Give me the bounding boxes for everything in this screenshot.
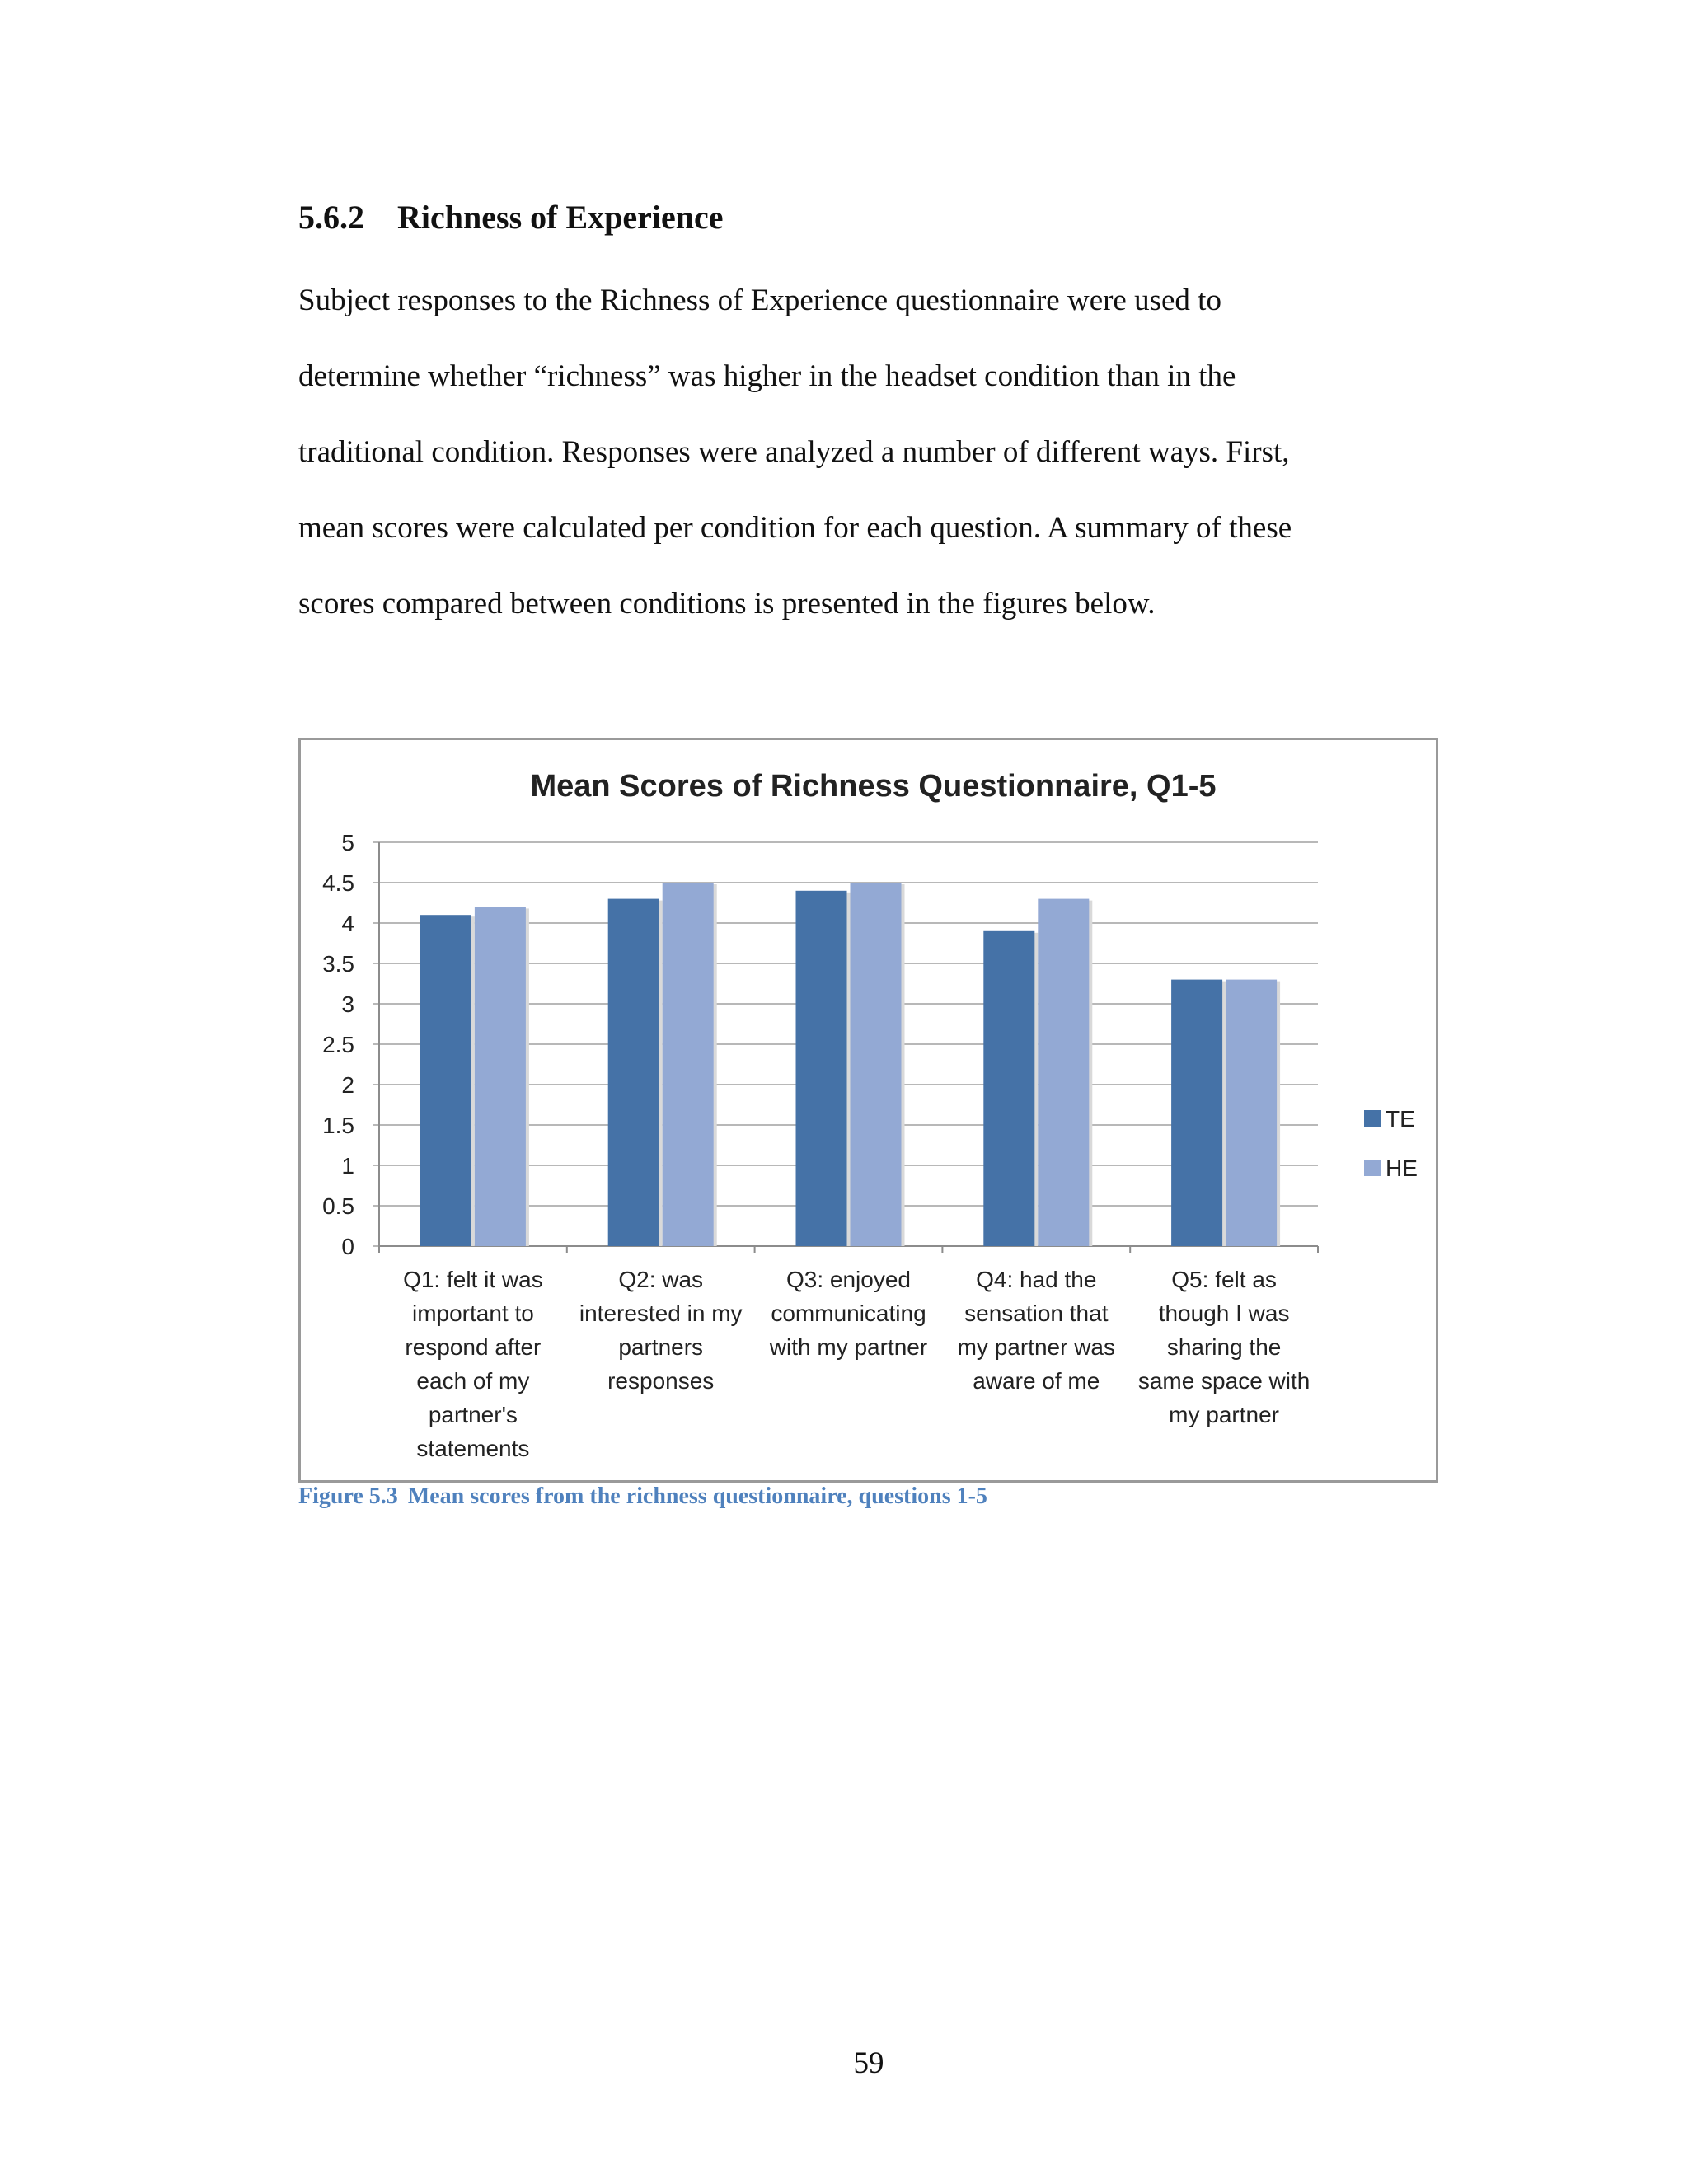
x-category-label-line: my partner was: [957, 1334, 1116, 1360]
y-tick-label: 1: [341, 1153, 354, 1179]
y-tick-label: 1.5: [322, 1113, 354, 1138]
bar-te: [1171, 980, 1222, 1246]
y-tick-label: 0.5: [322, 1193, 354, 1219]
x-category-label: [958, 1267, 1115, 1394]
bar-te: [796, 891, 847, 1246]
x-category-label-line: respond after: [405, 1334, 542, 1360]
x-category-label-line: sensation that: [964, 1301, 1109, 1326]
x-category-label-line: aware of me: [973, 1368, 1100, 1394]
body-paragraph: [298, 272, 1452, 651]
x-category-label: [403, 1267, 543, 1461]
x-category-label-line: each of my: [416, 1368, 530, 1394]
legend-label: TE: [1386, 1106, 1415, 1132]
y-tick-label: 3: [341, 991, 354, 1017]
legend-swatch-he: [1364, 1160, 1381, 1176]
section-title: Richness of Experience: [397, 199, 724, 236]
chart-title: Mean Scores of Richness Questionnaire, Q1-5: [530, 769, 1217, 804]
paragraph-line: traditional condition. Responses were analyzed a number of different ways. First,: [298, 435, 1290, 469]
section-number: 5.6.2: [298, 199, 364, 236]
x-category-label-line: same space with: [1137, 1368, 1311, 1394]
figure-caption: [298, 1483, 987, 1510]
section-heading: [298, 198, 724, 237]
figure-chart: [298, 738, 1438, 1483]
x-category-label-line: though I was: [1158, 1301, 1290, 1326]
figure-number: Figure 5.3: [298, 1483, 398, 1509]
x-category-label-line: important to: [411, 1301, 534, 1326]
x-category-label-line: interested in my: [579, 1301, 743, 1326]
bar-he: [1226, 980, 1277, 1246]
y-tick-label: 4: [341, 911, 354, 936]
paragraph-line: Subject responses to the Richness of Experience questionnaire were used to: [298, 284, 1221, 317]
x-category-label-line: partner's: [428, 1402, 518, 1427]
bar-te: [420, 915, 471, 1246]
x-category-label-line: partners: [618, 1334, 704, 1360]
bar-he: [851, 883, 902, 1246]
bar-te: [983, 931, 1034, 1246]
x-category-label-line: Q2: was: [618, 1267, 704, 1292]
figure-caption-text: Mean scores from the richness questionnaire, questions 1-5: [407, 1483, 987, 1509]
x-category-label-line: with my partner: [769, 1334, 928, 1360]
x-category-label: [769, 1267, 927, 1360]
y-tick-label: 2: [341, 1072, 354, 1098]
paragraph-line: scores compared between conditions is presented in the figures below.: [298, 587, 1156, 621]
y-tick-label: 3.5: [322, 951, 354, 977]
bar-te: [608, 899, 659, 1246]
x-category-label-line: Q1: felt it was: [403, 1267, 543, 1292]
bar-he: [1038, 899, 1089, 1246]
y-tick-label: 0: [341, 1234, 354, 1259]
bar-chart: [301, 740, 1436, 1480]
legend-swatch-te: [1364, 1110, 1381, 1127]
x-category-label-line: statements: [416, 1436, 530, 1461]
bar-he: [663, 883, 714, 1246]
x-category-label-line: sharing the: [1166, 1334, 1282, 1360]
x-category-label-line: Q5: felt as: [1171, 1267, 1277, 1292]
x-category-label-line: Q4: had the: [976, 1267, 1097, 1292]
x-category-label-line: my partner: [1169, 1402, 1280, 1427]
x-category-label-line: Q3: enjoyed: [786, 1267, 911, 1292]
x-category-label-line: responses: [607, 1368, 715, 1394]
x-category-label: [579, 1267, 743, 1394]
legend-label: HE: [1386, 1155, 1418, 1181]
paragraph-line: determine whether “richness” was higher in the headset condition than in the: [298, 359, 1236, 393]
page-number: 59: [853, 2046, 884, 2080]
paragraph-line: mean scores were calculated per condition for each question. A summary of these: [298, 511, 1292, 545]
x-category-label-line: communicating: [771, 1301, 926, 1326]
x-category-label: [1138, 1267, 1311, 1427]
bar-he: [475, 907, 526, 1246]
y-tick-label: 2.5: [322, 1032, 354, 1057]
y-tick-label: 4.5: [322, 870, 354, 896]
y-tick-label: 5: [341, 830, 354, 855]
